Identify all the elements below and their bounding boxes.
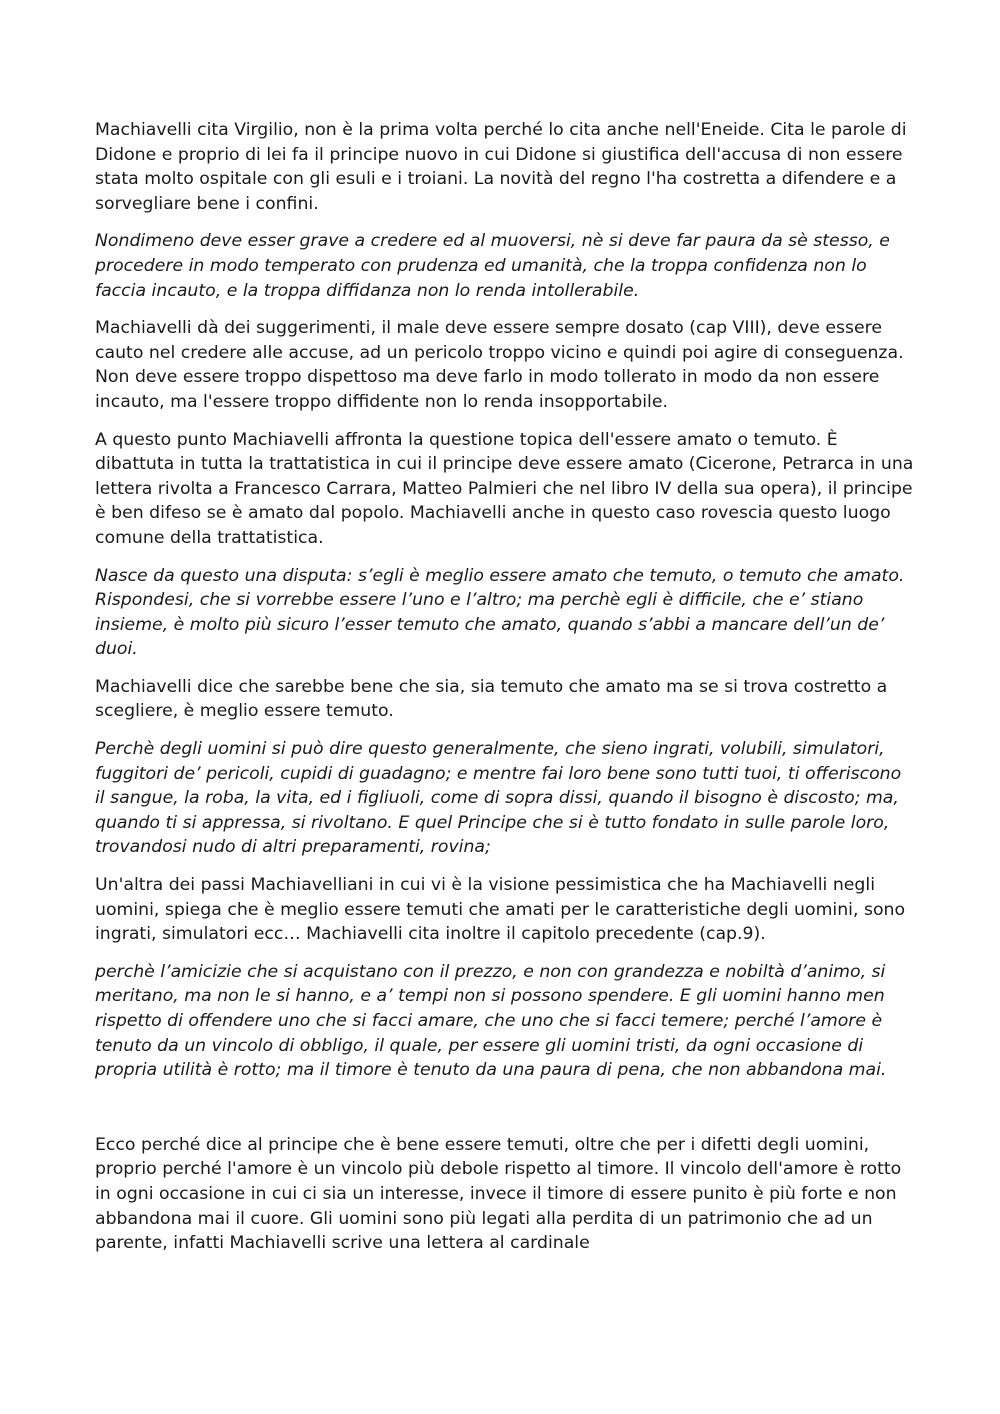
quote-nondimeno: Nondimeno deve esser grave a credere ed al muoversi, nè si deve far paura da sè stesso, e procedere in modo temperato con prudenza ed umanità, che la troppa confidenza non lo faccia incauto, e la troppa diffidanza non lo renda intollerabile.: [95, 231, 890, 301]
quote-perche-uomini: Perchè degli uomini si può dire questo generalmente, che sieno ingrati, volubili, simulatori, fuggitori de’ pericoli, cupidi di guadagno; e mentre fai loro bene sono tutti tuoi, ti offeriscono il sangue, la roba, la vita, ed i figliuoli, come di sopra dissi, quando il bisogno è discosto; ma, quando ti si appressa, si rivoltano. E quel Principe che si è tutto fondato in sulle parole loro, trovandosi nudo di altri preparamenti, rovina;: [95, 739, 902, 858]
paragraph-ecco-perche: Ecco perché dice al principe che è bene essere temuti, oltre che per i difetti degli uomini, proprio perché l'amore è un vincolo più debole rispetto al timore. Il vincolo dell'amore è rotto in ogni occasione in cui ci sia un interesse, invece il timore di essere punito è più forte e non abbandona mai il cuore. Gli uomini sono più legati alla perdita di un patrimonio che ad un parente, infatti Machiavelli scrive una lettera al cardinale: [95, 1134, 902, 1254]
paragraph-spacer: [95, 1096, 915, 1133]
paragraph-suggerimenti: Machiavelli dà dei suggerimenti, il male deve essere sempre dosato (cap VIII), deve essere cauto nel credere alle accuse, ad un pericolo troppo vicino e quindi poi agire di conseguenza. Non deve essere troppo dispettoso ma deve farlo in modo tollerato in modo da non essere incauto, ma l'essere troppo diffidente non lo renda insopportabile.: [95, 318, 904, 412]
quote-amicizie: perchè l’amicizie che si acquistano con il prezzo, e non con grandezza e nobiltà d’animo, si meritano, ma non le si hanno, e a’ tempi non si possono spendere. E gli uomini hanno men rispetto di offendere uno che si facci amare, che uno che si facci temere; perché l’amore è tenuto da un vincolo di obbligo, il quale, per essere gli uomini tristi, da ogni occasione di propria utilità è rotto; ma il timore è tenuto da una paura di pena, che non abbandona mai.: [95, 961, 887, 1081]
document-body: [95, 118, 915, 1269]
paragraph-virgilio-didone: Machiavelli cita Virgilio, non è la prima volta perché lo cita anche nell'Eneide. Cita le parole di Didone e proprio di lei fa il principe nuovo in cui Didone si giustifica dell'accusa di non essere stata molto ospitale con gli esuli e i troiani. La novità del regno l'ha costretta a difendere e a sorvegliare bene i confini.: [95, 120, 907, 214]
paragraph-amato-o-temuto: A questo punto Machiavelli affronta la questione topica dell'essere amato o temuto. È dibattuta in tutta la trattatistica in cui il principe deve essere amato (Cicerone, Petrarca in una lettera rivolta a Francesco Carrara, Matteo Palmieri che nel libro IV della sua opera), il principe è ben difeso se è amato dal popolo. Machiavelli anche in questo caso rovescia questo luogo comune della trattatistica.: [95, 429, 914, 548]
paragraph-meglio-temuto: Machiavelli dice che sarebbe bene che sia, sia temuto che amato ma se si trova costretto a scegliere, è meglio essere temuto.: [95, 676, 888, 722]
quote-nasce-disputa: Nasce da questo una disputa: s’egli è meglio essere amato che temuto, o temuto che amato. Rispondesi, che si vorrebbe essere l’uno e l’altro; ma perchè egli è difficile, che e’ stiano insieme, è molto più sicuro l’esser temuto che amato, quando s’abbi a mancare dell’un de’ duoi.: [95, 565, 905, 660]
paragraph-visione-pessimistica: Un'altra dei passi Machiavelliani in cui vi è la visione pessimistica che ha Machiavelli negli uomini, spiega che è meglio essere temuti che amati per le caratteristiche degli uomini, sono ingrati, simulatori ecc… Machiavelli cita inoltre il capitolo precedente (cap.9).: [95, 875, 906, 945]
